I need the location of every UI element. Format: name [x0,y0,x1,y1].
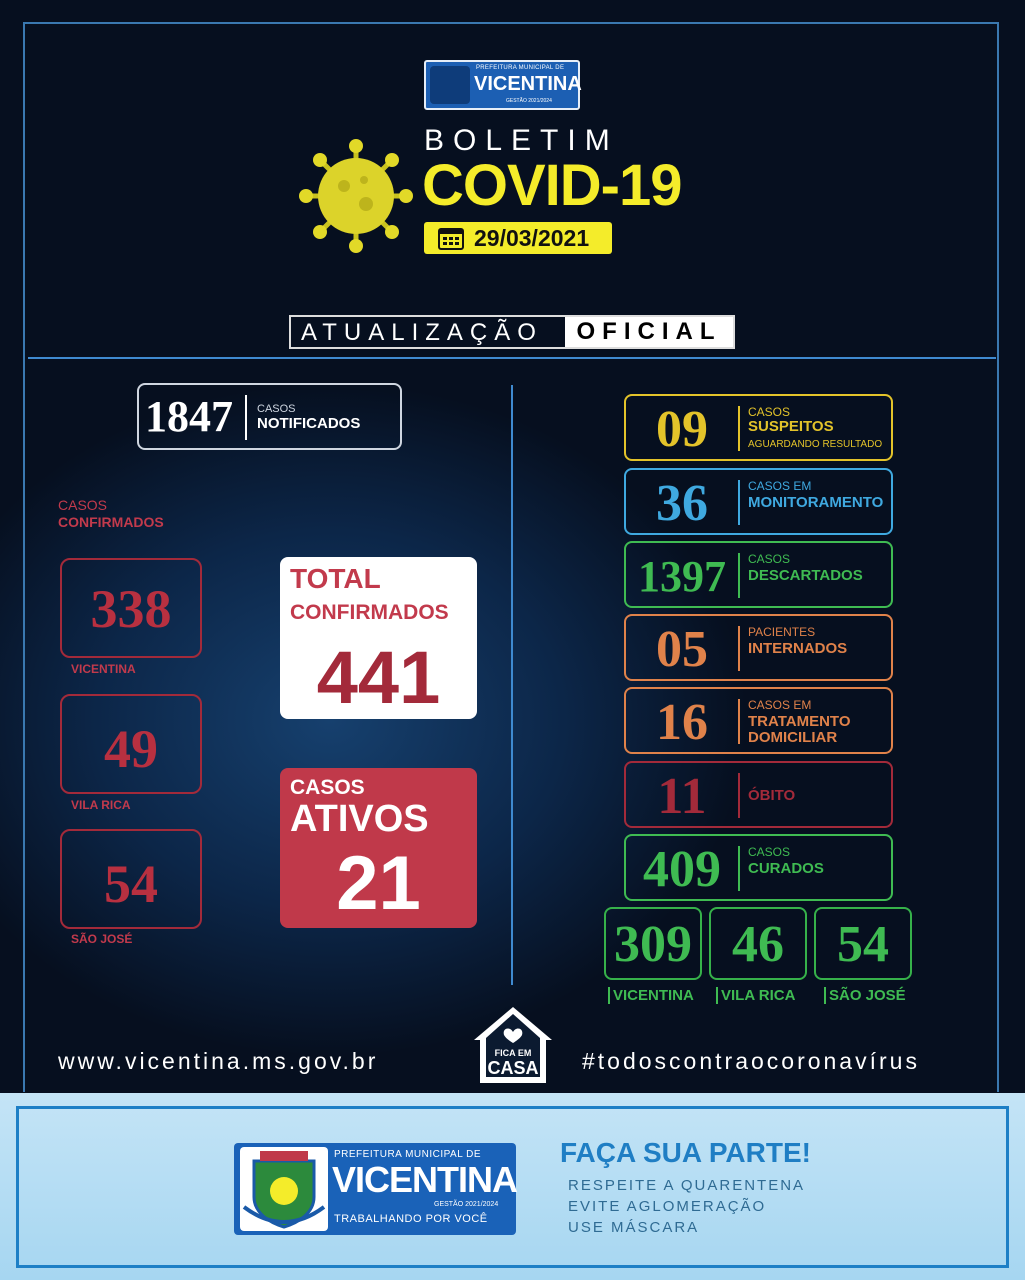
confirmed-city-box [60,694,202,794]
status-label-1: CASOS EM [748,479,812,493]
logo-small-text: PREFEITURA MUNICIPAL DE [334,1149,482,1160]
active-label-2: ATIVOS [290,798,429,840]
status-value: 16 [656,694,708,751]
total-label-2: CONFIRMADOS [290,601,449,624]
status-label-1: PACIENTES [748,625,816,639]
logo-city-name: VICENTINA [474,73,582,95]
recovered-city-name: VILA RICA [716,987,795,1004]
house-text-1: FICA EM [494,1048,532,1058]
status-box [624,468,893,535]
confirmed-city-value: 54 [104,854,158,914]
total-label-1: TOTAL [290,563,381,594]
confirmed-label-1: CASOS [58,497,108,513]
municipality-logo-bottom [234,1143,516,1235]
header-divider [28,357,996,359]
confirmed-city-name: VICENTINA [71,662,136,676]
status-label-2: CURADOS [748,860,824,877]
notified-label-1: CASOS [257,403,296,415]
confirmed-city-value: 49 [104,719,158,779]
status-value: 409 [643,841,721,898]
status-label-3: AGUARDANDO RESULTADO [748,439,883,450]
status-box [624,541,893,608]
recovered-city-value: 309 [614,916,692,973]
status-box [624,614,893,681]
coat-of-arms-icon [240,1147,328,1231]
bulletin-date: 29/03/2021 [474,225,590,251]
confirmed-city-box [60,558,202,658]
recovered-city-box [604,907,702,980]
recovered-city-value: 54 [837,916,889,973]
status-label-2: ÓBITO [748,787,796,804]
logo-gestao: GESTÃO 2021/2024 [434,1201,499,1208]
covid-title: COVID-19 [422,153,682,218]
status-label-1: CASOS [748,405,791,419]
recovered-city-box [709,907,807,980]
update-label: ATUALIZAÇÃO [301,319,543,346]
calendar-icon [438,226,464,250]
website-link[interactable]: www.vicentina.ms.gov.br [58,1048,379,1074]
logo-city-name: VICENTINA [332,1159,518,1200]
logo-slogan: TRABALHANDO POR VOCÊ [334,1213,488,1225]
active-cases-box [280,768,477,928]
status-value: 11 [657,768,707,825]
logo-tiny-text: GESTÃO 2021/2024 [506,98,552,104]
total-confirmed-box [280,557,477,719]
status-label-1: CASOS [748,845,791,859]
confirmed-city-box [60,829,202,929]
confirmed-label-2: CONFIRMADOS [58,514,164,530]
hashtag: #todoscontraocoronavírus [582,1048,920,1074]
notified-cases-box [137,383,402,450]
total-confirmed-value: 441 [316,636,441,719]
prevention-tip: USE MÁSCARA [568,1219,700,1236]
status-value: 05 [656,621,708,678]
call-to-action-headline: FAÇA SUA PARTE! [560,1137,811,1168]
official-label: OFICIAL [565,317,733,347]
status-label-2: INTERNADOS [748,640,848,657]
recovered-city-box [814,907,912,980]
municipality-logo [424,60,580,110]
status-label-3: DOMICILIAR [748,729,838,746]
status-label-2: DESCARTADOS [748,567,863,584]
status-value: 36 [656,475,708,532]
status-value: 1397 [638,552,726,601]
status-box [624,761,893,828]
status-label-2: SUSPEITOS [748,418,834,435]
status-box [624,834,893,901]
status-value: 09 [656,401,708,458]
status-label-2: TRATAMENTO [748,713,851,730]
status-box [624,687,893,754]
logo-small-text: PREFEITURA MUNICIPAL DE [476,65,565,71]
notified-label-2: NOTIFICADOS [257,415,361,432]
stay-home-house-icon [470,1004,556,1086]
confirmed-city-name: VILA RICA [71,798,131,812]
active-cases-value: 21 [336,841,421,926]
crest-icon [430,66,470,104]
prevention-tip: EVITE AGLOMERAÇÃO [568,1198,767,1215]
recovered-city-name: VICENTINA [608,987,694,1004]
coronavirus-icon [298,138,414,254]
prevention-tip: RESPEITE A QUARENTENA [568,1177,806,1194]
house-text-2: CASA [487,1058,539,1078]
status-box [624,394,893,461]
recovered-city-name: SÃO JOSÉ [824,987,906,1004]
column-divider [511,385,513,985]
status-label-2: MONITORAMENTO [748,494,884,511]
boletim-heading: BOLETIM [424,124,619,157]
confirmed-city-value: 338 [90,579,172,639]
active-label-1: CASOS [290,776,365,799]
confirmed-city-name: SÃO JOSÉ [71,932,133,946]
bottom-band [0,1093,1025,1280]
notified-value: 1847 [145,392,233,441]
date-badge [424,222,612,254]
recovered-city-value: 46 [732,916,784,973]
official-update-banner [289,315,735,349]
status-label-1: CASOS EM [748,698,812,712]
status-label-1: CASOS [748,552,791,566]
